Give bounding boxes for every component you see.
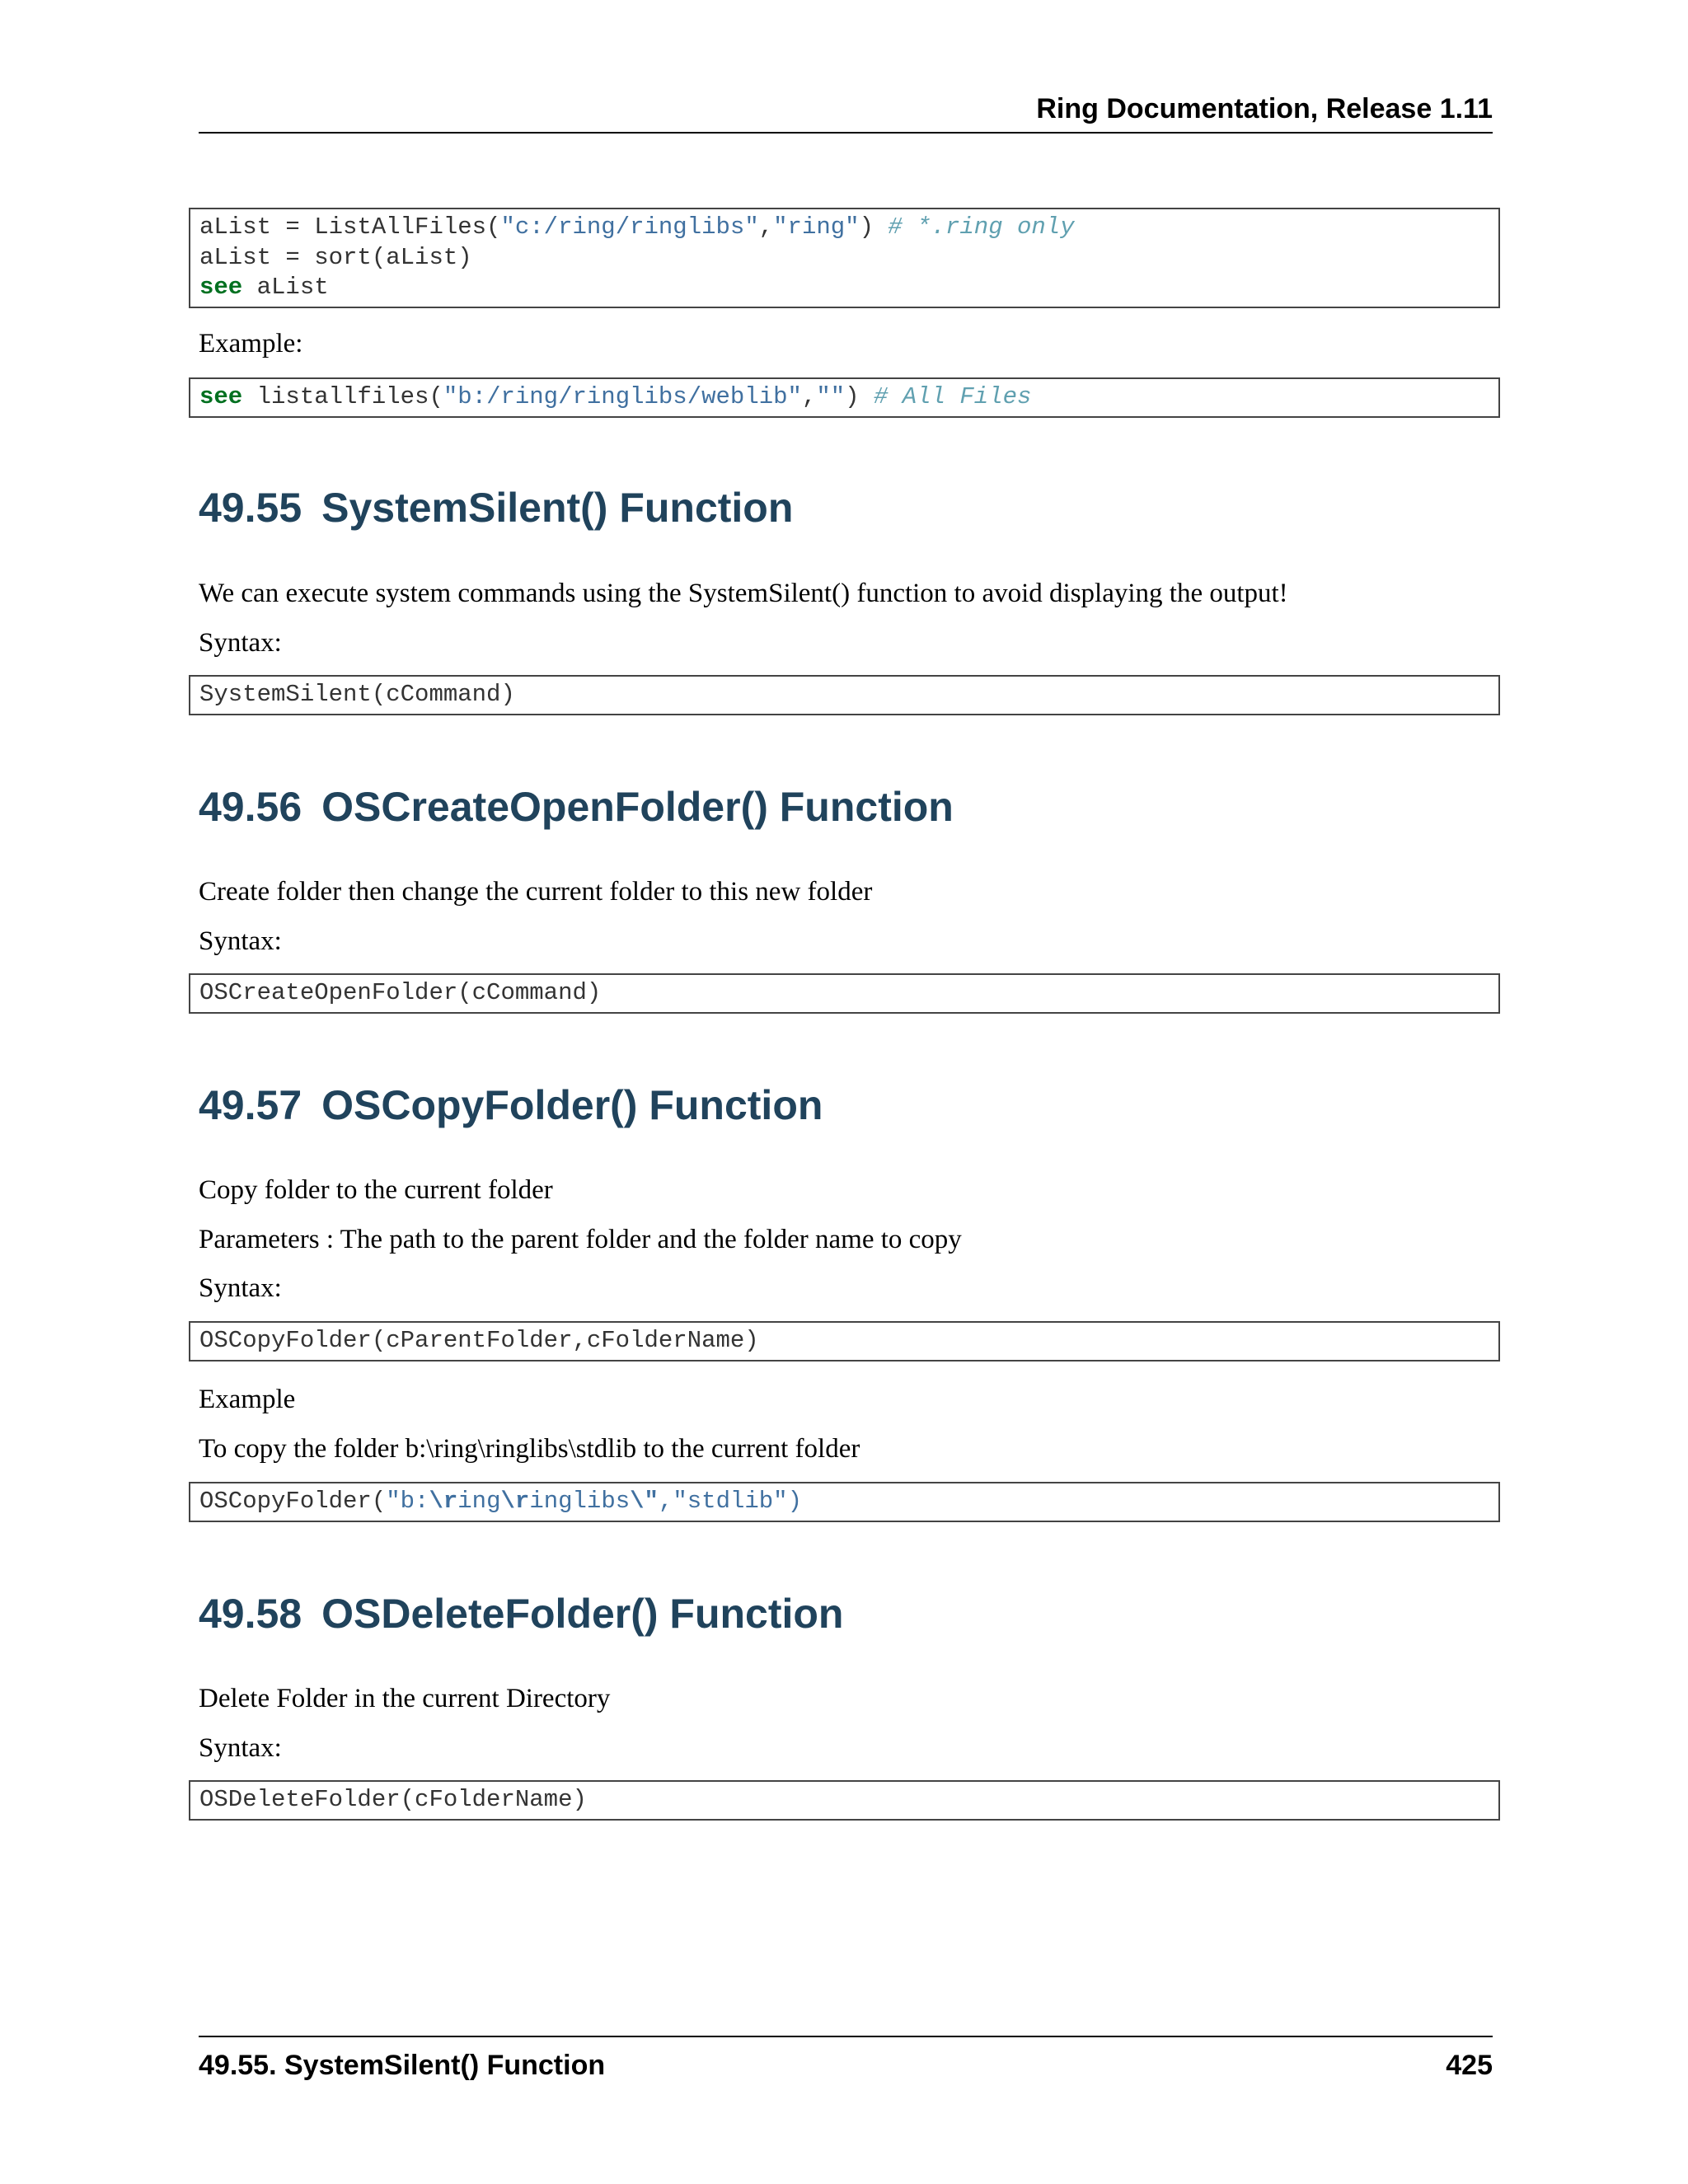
running-header bbox=[199, 91, 1493, 134]
code-text: OSDeleteFolder(cFolderName) bbox=[199, 1786, 587, 1813]
code-text: ) bbox=[787, 1488, 802, 1515]
code-block-oscreateopenfolder-syntax bbox=[189, 973, 1500, 1014]
code-text: OSCreateOpenFolder(cCommand) bbox=[199, 979, 602, 1006]
code-text: ) bbox=[859, 213, 889, 241]
example-label: Example bbox=[199, 1385, 296, 1414]
code-text: aList bbox=[242, 274, 329, 301]
code-text: listallfiles( bbox=[242, 383, 443, 410]
syntax-label: Syntax: bbox=[199, 926, 282, 956]
code-block-listallfiles-example bbox=[189, 377, 1500, 418]
code-comment: # *.ring only bbox=[888, 213, 1075, 241]
code-string: ,"stdlib" bbox=[658, 1488, 788, 1515]
code-text: aList = ListAllFiles( bbox=[199, 213, 501, 241]
syntax-label: Syntax: bbox=[199, 628, 282, 658]
code-block-systemsilent-syntax bbox=[189, 675, 1500, 715]
code-string: ing bbox=[457, 1488, 501, 1515]
section-heading-osdeletefolder bbox=[199, 1589, 843, 1638]
section-description: Copy folder to the current folder bbox=[199, 1175, 553, 1205]
section-title: OSCreateOpenFolder() Function bbox=[321, 784, 954, 830]
code-string: "b:/ring/ringlibs/weblib" bbox=[443, 383, 802, 410]
code-text: ) bbox=[845, 383, 874, 410]
section-description: Delete Folder in the current Directory bbox=[199, 1684, 611, 1713]
code-block-osdeletefolder-syntax bbox=[189, 1780, 1500, 1821]
section-heading-systemsilent bbox=[199, 483, 793, 532]
code-string: inglibs bbox=[529, 1488, 631, 1515]
code-block-oscopyfolder-syntax bbox=[189, 1321, 1500, 1361]
code-string: "b: bbox=[386, 1488, 429, 1515]
code-escape: \r bbox=[500, 1488, 530, 1515]
section-number: 49.56 bbox=[199, 784, 302, 830]
code-string: "ring" bbox=[773, 213, 860, 241]
code-text: SystemSilent(cCommand) bbox=[199, 681, 515, 708]
code-block-oscopyfolder-example bbox=[189, 1482, 1500, 1522]
section-title: SystemSilent() Function bbox=[321, 485, 794, 531]
header-title: Ring Documentation, Release 1.11 bbox=[1036, 93, 1493, 124]
section-number: 49.55 bbox=[199, 485, 302, 531]
section-title: OSCopyFolder() Function bbox=[321, 1082, 823, 1128]
code-text: aList = sort(aList) bbox=[199, 243, 472, 271]
section-heading-oscopyfolder bbox=[199, 1080, 823, 1130]
code-comment: # All Files bbox=[873, 383, 1032, 410]
section-description: Create folder then change the current folder to this new folder bbox=[199, 877, 873, 907]
section-title: OSDeleteFolder() Function bbox=[321, 1591, 844, 1637]
code-block-listallfiles bbox=[189, 208, 1500, 308]
code-text: , bbox=[758, 213, 774, 241]
example-text: To copy the folder b:\ring\ringlibs\stdlib to the current folder bbox=[199, 1434, 860, 1464]
code-text: , bbox=[801, 383, 817, 410]
section-number: 49.58 bbox=[199, 1591, 302, 1637]
code-keyword: see bbox=[199, 383, 243, 410]
syntax-label: Syntax: bbox=[199, 1733, 282, 1763]
code-escape: \r bbox=[429, 1488, 458, 1515]
code-text: OSCopyFolder( bbox=[199, 1488, 387, 1515]
parameters-text: Parameters : The path to the parent folder and the folder name to copy bbox=[199, 1225, 962, 1254]
page-number: 425 bbox=[1446, 2050, 1493, 2081]
running-footer bbox=[199, 2036, 1493, 2087]
footer-section-title: 49.55. SystemSilent() Function bbox=[199, 2050, 606, 2081]
code-text: OSCopyFolder(cParentFolder,cFolderName) bbox=[199, 1327, 759, 1354]
example-label: Example: bbox=[199, 329, 303, 359]
code-keyword: see bbox=[199, 274, 243, 301]
code-string: "" bbox=[816, 383, 846, 410]
section-heading-oscreateopenfolder bbox=[199, 782, 954, 832]
code-escape: \" bbox=[630, 1488, 659, 1515]
syntax-label: Syntax: bbox=[199, 1273, 282, 1303]
code-string: "c:/ring/ringlibs" bbox=[500, 213, 759, 241]
section-number: 49.57 bbox=[199, 1082, 302, 1128]
section-description: We can execute system commands using the SystemSilent() function to avoid displaying the output! bbox=[199, 579, 1288, 608]
